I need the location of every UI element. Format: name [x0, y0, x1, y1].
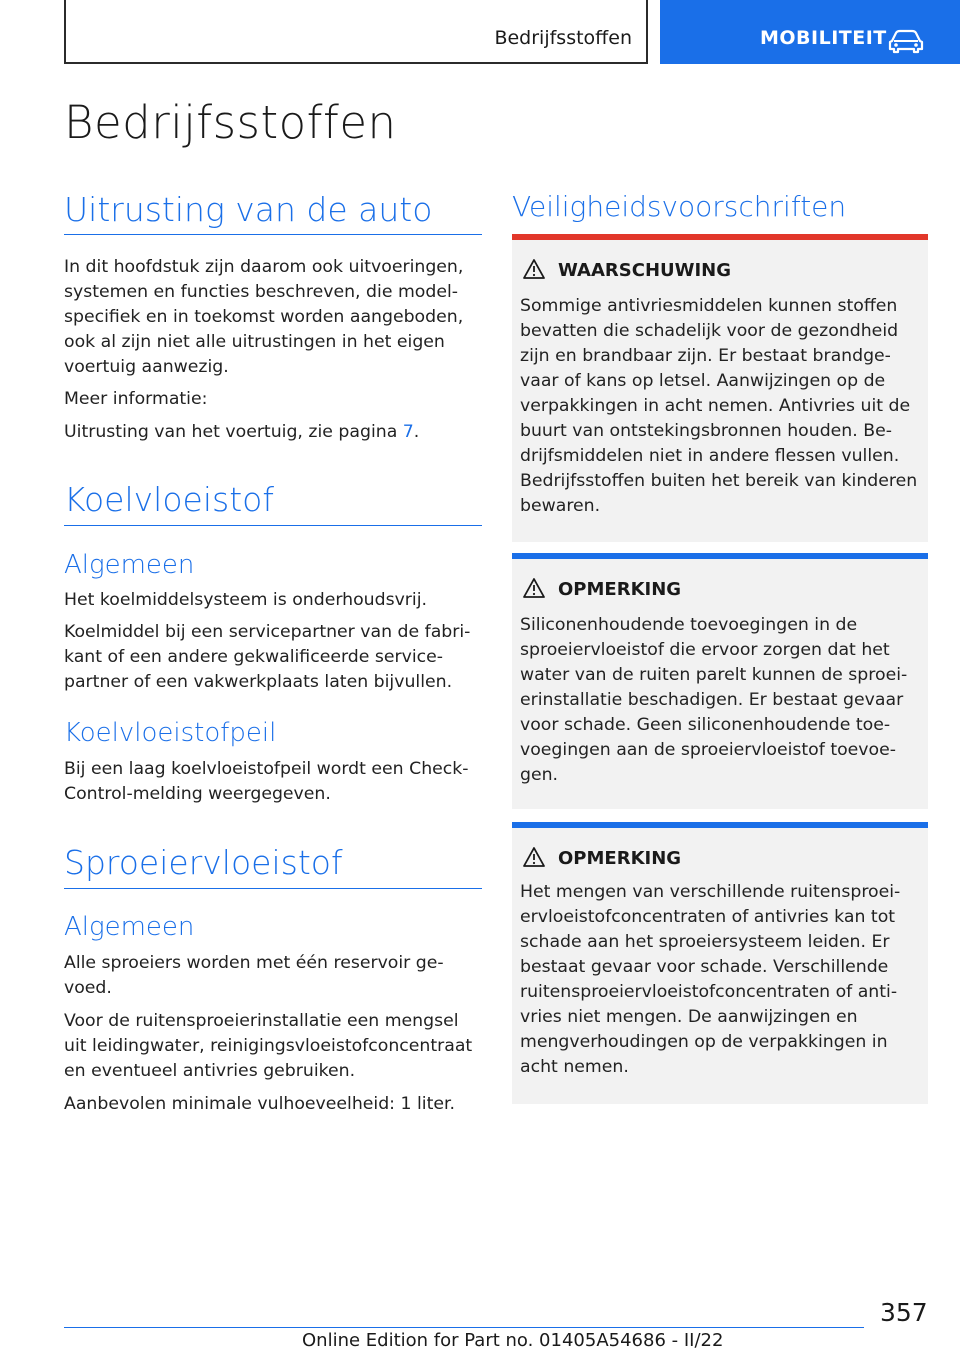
- page-title: Bedrijfsstoffen: [64, 96, 397, 149]
- subheading-general: Algemeen: [64, 912, 195, 942]
- notice-text: Het mengen van verschillende ruitensproei-ervloeistofconcentraten of antivries kan tot schade aan het sproeiersysteem leiden. Er bestaat gevaar voor schade. Verschillende ruitensproeiervloeistofconcentraten of anti-vries niet mengen. De aanwijzingen en mengverhoudingen op de verpakkingen in acht nemen.: [520, 882, 901, 1077]
- car-icon: [888, 28, 924, 54]
- notice-heading: OPMERKING: [558, 848, 682, 869]
- paragraph: Aanbevolen minimale vulhoeveelheid: 1 liter.: [64, 1094, 455, 1114]
- warning-triangle-icon: [522, 846, 546, 868]
- section-rule: [64, 525, 482, 526]
- paragraph: Meer informatie:: [64, 389, 208, 409]
- paragraph: Voor de ruitensproeierinstallatie een mengsel uit leidingwater, reinigingsvloeistofconcentraat en eventueel antivries gebruiken.: [64, 1011, 473, 1081]
- note-notice: [512, 822, 928, 1104]
- warning-triangle-icon: [522, 577, 546, 599]
- paragraph: Bij een laag koelvloeistofpeil wordt een Check-Control-melding weergegeven.: [64, 759, 469, 804]
- paragraph: Het koelmiddelsysteem is onderhoudsvrij.: [64, 590, 428, 610]
- warning-triangle-icon: [522, 258, 546, 280]
- paragraph: Alle sproeiers worden met één reservoir ge-voed.: [64, 953, 444, 998]
- warning-notice: [512, 234, 928, 542]
- cross-reference-end: .: [413, 422, 420, 442]
- section-rule: [64, 234, 482, 235]
- footer-edition: Online Edition for Part no. 01405A54686 - II/22: [302, 1330, 724, 1351]
- cross-reference-paragraph: [64, 420, 482, 445]
- section-rule: [64, 888, 482, 889]
- cross-reference-text: Uitrusting van het voertuig, zie pagina: [64, 422, 403, 442]
- subheading-general: Algemeen: [64, 550, 195, 580]
- notice-heading: OPMERKING: [558, 579, 682, 600]
- header-section-title: Bedrijfsstoffen: [494, 27, 632, 49]
- footer-rule: [64, 1327, 864, 1328]
- section-heading-coolant: Koelvloeistof: [64, 480, 274, 519]
- header-chapter-label: MOBILITEIT: [760, 27, 887, 49]
- section-heading-washer-fluid: Sproeiervloeistof: [64, 843, 343, 882]
- paragraph: In dit hoofdstuk zijn daarom ook uitvoeringen, systemen en functies beschreven, die model-specifiek en in toekomst worden aangeboden, ook al zijn niet alle uitrustingen in het eigen voertuig aanwezig.: [64, 257, 464, 377]
- note-notice: [512, 553, 928, 809]
- section-heading-safety: Veiligheidsvoorschriften: [512, 190, 847, 223]
- header-chapter-tab[interactable]: [660, 0, 960, 64]
- subheading-coolant-level: Koelvloeistofpeil: [64, 718, 277, 748]
- page-number: 357: [880, 1298, 928, 1327]
- notice-text: Siliconenhoudende toevoegingen in de sproeiervloeistof die ervoor zorgen dat het water van de ruiten parelt kunnen de sproei-erinstallatie beschadigen. Er bestaat gevaar voor schade. Geen siliconenhoudende toe-voegingen aan de sproeiervloeistof toevoe-gen.: [520, 615, 908, 785]
- notice-bar: [512, 822, 928, 828]
- page-reference-link[interactable]: 7: [402, 422, 414, 442]
- notice-bar: [512, 553, 928, 559]
- notice-text: Sommige antivriesmiddelen kunnen stoffen bevatten die schadelijk voor de gezondheid zijn en brandbaar zijn. Er bestaat brandge-vaar of kans op letsel. Aanwijzingen op de verpakkingen in acht nemen. Antivries uit de buurt van ontstekingsbronnen houden. Be-drijfsmiddelen niet in andere flessen vullen. Bedrijfsstoffen buiten het bereik van kinderen bewaren.: [520, 296, 918, 516]
- section-heading-equipment: Uitrusting van de auto: [64, 190, 433, 229]
- paragraph: Koelmiddel bij een servicepartner van de fabri-kant of een andere gekwalificeerde service-partner of een vakwerkplaats laten bijvullen.: [64, 622, 471, 692]
- notice-bar: [512, 234, 928, 240]
- header-section-box: [64, 0, 648, 64]
- notice-heading: WAARSCHUWING: [558, 260, 732, 281]
